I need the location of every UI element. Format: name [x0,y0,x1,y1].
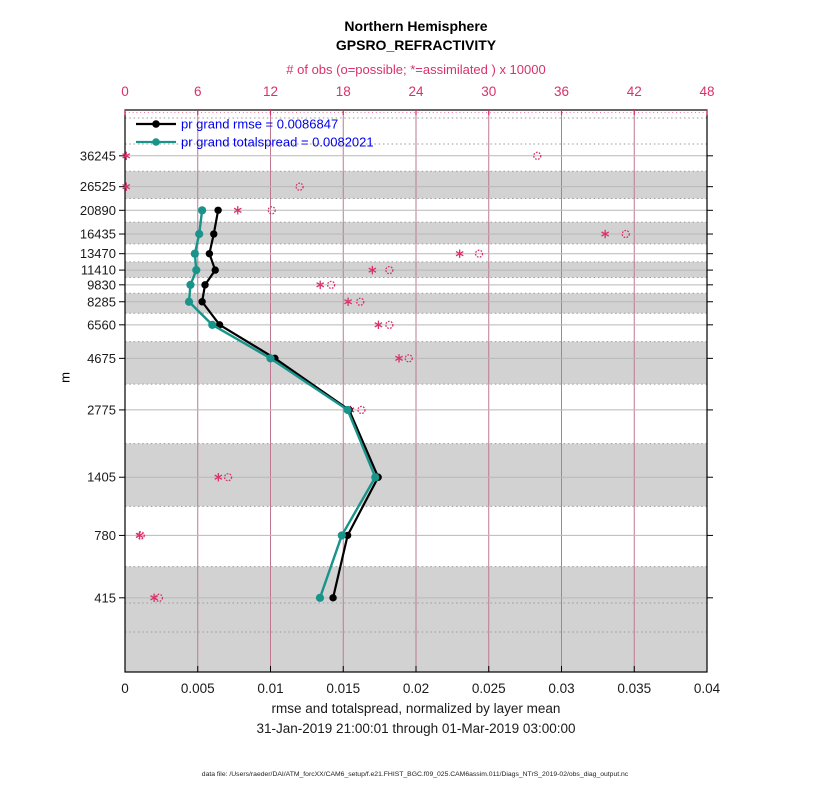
top-tick-label: 36 [553,84,570,99]
x-tick-label: 0.015 [326,681,361,696]
top-tick-label: 30 [481,84,497,99]
x-tick-label: 0.035 [617,681,652,696]
datafile-footer: data file: /Users/raeder/DAI/ATM_forcXX/CAM6_setup/f.e21.FHIST_BGC.f09_025.CAM6assim.011/Diags_NTrS_2019-02/obs_diag_output.nc [201,771,629,778]
top-tick-label: 48 [699,84,715,99]
rmse-legend-marker [152,120,160,128]
rmse-marker [210,230,217,237]
x-tick-label: 0.01 [257,681,284,696]
y-axis-label: m [57,372,73,383]
top-tick-label: 24 [408,84,424,99]
totalspread-marker [192,266,200,274]
y-tick-label: 26525 [79,179,116,195]
bottom-axis-label: rmse and totalspread, normalized by layer mean [271,701,561,716]
x-tick-label: 0.025 [471,681,506,696]
rmse-marker [201,281,208,288]
y-tick-label: 4675 [87,350,116,366]
x-tick-label: 0.03 [548,681,575,696]
totalspread-marker [266,354,274,362]
totalspread-marker [371,473,379,481]
rmse-marker [212,266,219,273]
y-tick-label: 20890 [79,202,116,218]
y-tick-label: 415 [94,590,116,606]
top-tick-label: 18 [335,84,351,99]
rmse-marker [214,207,221,214]
y-tick-label: 16435 [79,226,116,242]
rmse-legend-label: pr grand rmse = 0.0086847 [181,116,339,132]
rmse-marker [329,594,336,601]
totalspread-legend-label: pr grand totalspread = 0.0082021 [181,134,374,150]
totalspread-legend-marker [152,138,160,146]
y-tick-label: 11410 [80,262,116,278]
plot-title: Northern Hemisphere [344,18,488,34]
y-tick-label: 9830 [87,277,116,293]
top-tick-label: 42 [626,84,642,99]
totalspread-marker [195,230,203,238]
top-tick-label: 0 [121,84,129,99]
y-tick-label: 780 [94,527,116,543]
y-tick-label: 13470 [79,246,116,262]
totalspread-marker [344,406,352,414]
totalspread-marker [316,594,324,602]
totalspread-marker [338,531,346,539]
totalspread-marker [191,250,199,258]
rmse-marker [198,298,205,305]
x-tick-label: 0.02 [402,681,430,696]
timespan-label: 31-Jan-2019 21:00:01 through 01-Mar-2019 03:00:00 [256,721,576,736]
y-tick-label: 36245 [79,148,116,164]
y-tick-label: 6560 [87,317,116,333]
y-tick-label: 1405 [87,469,116,485]
top-axis-label: # of obs (o=possible; *=assimilated ) x 10000 [286,62,546,77]
totalspread-marker [208,321,216,329]
totalspread-marker [185,298,193,306]
rmse-marker [206,250,213,257]
y-tick-label: 8285 [87,294,116,310]
x-tick-label: 0.005 [180,681,215,696]
x-tick-label: 0 [121,681,129,696]
top-tick-label: 6 [193,84,202,99]
totalspread-marker [198,206,206,214]
y-tick-label: 2775 [87,402,116,418]
plot-subtitle: GPSRO_REFRACTIVITY [335,37,497,53]
totalspread-marker [186,281,194,289]
top-tick-label: 12 [262,84,279,99]
x-tick-label: 0.04 [693,681,721,696]
